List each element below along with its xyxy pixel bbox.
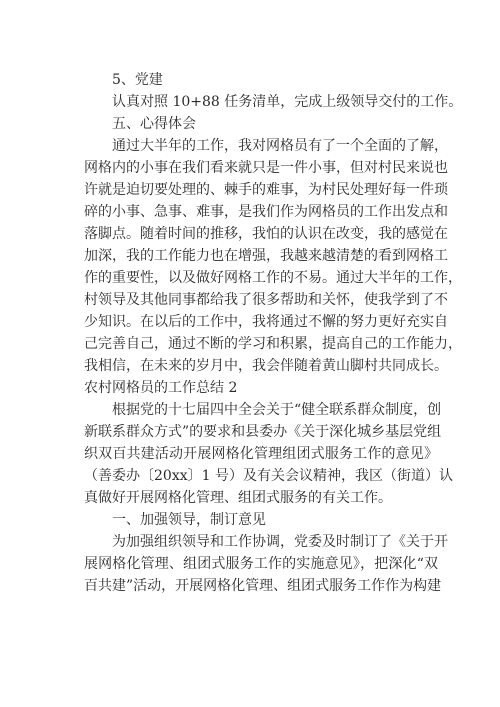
- section-heading-leadership: 一、加强领导，制订意见: [112, 512, 266, 528]
- paragraph-line: 加深，我的工作能力也在增强，我越来越清楚的看到网格工: [84, 248, 448, 264]
- paragraph-line: 落脚点。随着时间的推移，我怕的认识在改变，我的感觉在: [84, 226, 448, 242]
- paragraph-line: 根据党的十七届四中全会关于“健全联系群众制度，创: [112, 402, 442, 418]
- paragraph-line: 织双百共建活动开展网格化管理组团式服务工作的意见》: [84, 446, 438, 462]
- paragraph-line: 新联系群众方式”的要求和县委办《关于深化城乡基层党组: [84, 424, 442, 440]
- document-subtitle: 农村网格员的工作总结 2: [84, 380, 238, 396]
- paragraph-line: 真做好开展网格化管理、组团式服务的有关工作。: [84, 490, 392, 506]
- paragraph-line: 碎的小事、急事、难事，是我们作为网格员的工作出发点和: [84, 204, 448, 220]
- paragraph-line: （善委办〔20xx〕1 号）及有关会议精神，我区（街道）认: [84, 468, 453, 484]
- paragraph-line: 许就是迫切要处理的、棘手的难事，为村民处理好每一件琐: [84, 182, 448, 198]
- paragraph-line: 展网格化管理、组团式服务工作的实施意见》，把深化“双: [84, 556, 438, 572]
- section-heading-party-building: 5、党建: [112, 72, 163, 88]
- paragraph-line: 己完善自己，通过不断的学习和积累，提高自己的工作能力，: [84, 336, 462, 352]
- paragraph-line: 网格内的小事在我们看来就只是一件小事，但对村民来说也: [84, 160, 448, 176]
- paragraph-line: 少知识。在以后的工作中，我将通过不懈的努力更好充实自: [84, 314, 448, 330]
- paragraph-line: 我相信，在未来的岁月中，我会伴随着黄山脚村共同成长。: [84, 358, 448, 374]
- paragraph-line: 认真对照 10+88 任务清单，完成上级领导交付的工作。: [112, 94, 463, 110]
- paragraph-line: 通过大半年的工作，我对网格员有了一个全面的了解，: [112, 138, 448, 154]
- paragraph-line: 为加强组织领导和工作协调，党委及时制订了《关于开: [112, 534, 448, 550]
- paragraph-line: 作的重要性，以及做好网格工作的不易。通过大半年的工作，: [84, 270, 462, 286]
- paragraph-line: 村领导及其他同事都给我了很多帮助和关怀，使我学到了不: [84, 292, 448, 308]
- paragraph-line: 百共建”活动，开展网格化管理、组团式服务工作作为构建: [84, 578, 442, 594]
- section-heading-reflections: 五、心得体会: [112, 116, 196, 132]
